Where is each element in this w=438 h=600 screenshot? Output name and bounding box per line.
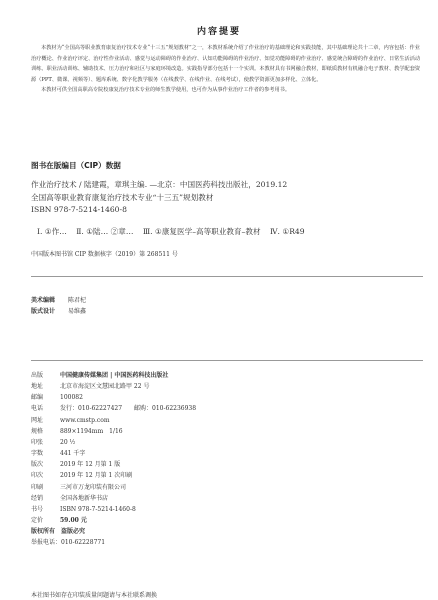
publication-value: www.cmstp.com <box>60 416 110 424</box>
publication-label: 印张 <box>31 438 44 446</box>
publication-value: 2019 年 12 月第 1 次印刷 <box>60 472 133 480</box>
publication-value: 889×1194mm 1/16 <box>60 427 123 435</box>
publication-label: 经销 <box>31 494 44 502</box>
publication-value: 441 千字 <box>60 450 86 458</box>
publication-value: 北京市海淀区文慧园北路甲 22 号 <box>60 383 150 391</box>
publication-value: 三河市万龙印装有限公司 <box>60 483 127 491</box>
credit-label: 版式设计 <box>31 307 56 315</box>
copyright-line: 版权所有 盗版必究 <box>31 528 86 536</box>
publication-row <box>31 448 196 459</box>
publication-value: 59.00 元 <box>60 517 87 525</box>
credit-row <box>31 296 86 307</box>
publication-label: 印次 <box>31 472 44 480</box>
publication-row <box>31 370 196 381</box>
intro-text <box>31 43 423 96</box>
publication-value: ISBN 978-7-5214-1460-8 <box>60 505 136 513</box>
intro-heading: 内容提要 <box>196 27 241 37</box>
credit-value: 易维鑫 <box>68 307 87 315</box>
publication-label: 网址 <box>31 416 44 424</box>
publication-label: 出版 <box>31 372 44 379</box>
publication-row <box>31 415 196 426</box>
publication-row <box>31 493 196 504</box>
publication-row <box>31 437 196 448</box>
credits-block <box>31 296 86 317</box>
publication-row <box>31 381 196 392</box>
publication-label: 地址 <box>31 383 44 391</box>
publication-value: 20 ½ <box>60 438 76 446</box>
publication-info <box>31 370 196 549</box>
publication-label: 规格 <box>31 427 44 435</box>
publication-row <box>31 482 196 493</box>
cip-line: 作业治疗技术 / 陆建霞，章琪主编. —北京：中国医药科技出版社，2019.12 <box>31 180 288 189</box>
quality-notice: 本社图书如存在印装质量问题请与本社联系调换 <box>31 592 158 599</box>
publication-row <box>31 515 196 526</box>
publication-row <box>31 459 196 470</box>
publication-value: 100082 <box>60 394 83 402</box>
cip-heading: 图书在版编目（CIP）数据 <box>31 161 121 170</box>
publication-label: 定价 <box>31 517 44 525</box>
intro-paragraph: 本教材可供全国高职高专院校康复治疗技术专业的师生教学使用，也可作为从事作业治疗工作者的参考用书。 <box>41 87 291 94</box>
cip-line: 全国高等职业教育康复治疗技术专业“十三五”规划教材 <box>31 192 214 202</box>
cip-class-item: Ⅱ. ①陆… ②章… <box>76 227 134 236</box>
intro-paragraph: 本教材为“全国高等职业教育康复治疗技术专业“十三五”规划教材”之一，本教材系统介绍了作业治疗的基础理论和实践技能，其中基础理论共十二章，内容包括：作业治疗概论、作业治疗评定、治疗性作业活动、感觉与运动障碍的作业治疗、认知功能障碍的作业治疗、知觉功能障碍的作业治疗、感觉统合障碍的作业治疗、日常生活活动训练、职业活动训练、辅助技术、压力治疗和社区与家庭环境改造。实践指导部分包括十一个实训。本教材具有书网融合教材，即纸质教材有机融合电子教材、教学配套资源（PPT、微课、视频等）、题库系统、数字化教学服务（在线教学、在线作业、在线考试），使教学资源更加多样化、立体化。 <box>31 45 421 83</box>
publication-label: 版次 <box>31 461 44 469</box>
cip-class-item: Ⅳ. ①R49 <box>269 227 305 236</box>
publication-value: 2019 年 12 月第 1 版 <box>60 461 121 469</box>
publication-row <box>31 470 196 481</box>
publication-value: 发行：010-62227427 邮购：010-62236938 <box>60 405 197 413</box>
publication-value: 全国各地新华书店 <box>60 494 109 502</box>
cip-record-number: 中国版本图书馆 CIP 数据核字（2019）第 268511 号 <box>31 251 178 258</box>
publication-label: 邮编 <box>31 394 44 402</box>
cip-line: ISBN 978-7-5214-1460-8 <box>31 205 127 215</box>
cip-class-item: Ⅲ. ①康复医学–高等职业教育–教材 <box>142 227 261 236</box>
publication-label: 书号 <box>31 505 44 513</box>
publication-label: 字数 <box>31 450 44 458</box>
publication-value: 中国健康传媒集团 | 中国医药科技出版社 <box>60 372 169 379</box>
report-phone: 举报电话：010-62228771 <box>31 539 106 547</box>
divider-line <box>31 276 423 277</box>
publication-row <box>31 403 196 414</box>
publication-row <box>31 504 196 515</box>
publication-label: 电话 <box>31 405 44 413</box>
credit-value: 陈君杞 <box>68 297 87 304</box>
cip-class-item: Ⅰ. ①作… <box>37 227 67 236</box>
publication-label: 印刷 <box>31 483 44 491</box>
credit-label: 美术编辑 <box>31 297 56 304</box>
cip-record <box>31 179 287 217</box>
credit-row <box>31 307 86 318</box>
publication-row <box>31 392 196 403</box>
divider-line <box>31 360 423 361</box>
cip-classification <box>37 226 312 237</box>
publication-row <box>31 426 196 437</box>
